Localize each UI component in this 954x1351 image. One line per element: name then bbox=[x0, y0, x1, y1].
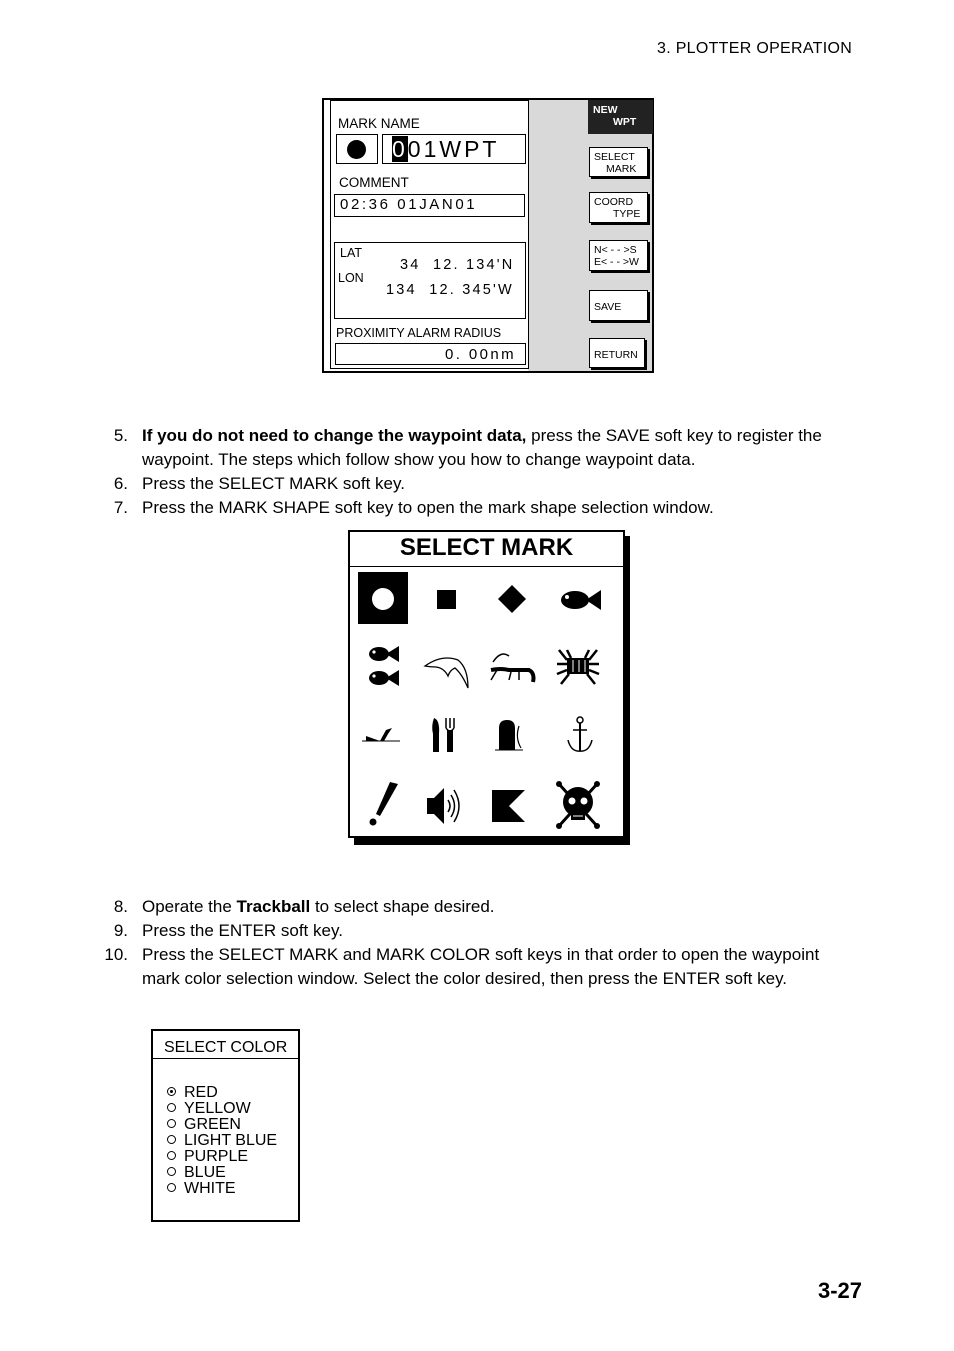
softkey-panel bbox=[528, 100, 652, 371]
softkey-line: E< - - >W bbox=[594, 256, 639, 268]
proximity-field[interactable]: 0. 00nm bbox=[335, 343, 526, 365]
lon-value[interactable]: 134 12. 345'W bbox=[386, 282, 514, 298]
dolphin-mark-icon[interactable] bbox=[422, 640, 472, 692]
flag-mark-icon[interactable] bbox=[487, 778, 537, 830]
select-color-title: SELECT COLOR bbox=[153, 1031, 298, 1059]
step-text: Operate the bbox=[142, 897, 237, 916]
fork-knife-mark-icon[interactable] bbox=[422, 708, 472, 760]
softkey-line: MARK bbox=[606, 163, 637, 175]
softkey-line: N< - - >S bbox=[594, 244, 637, 256]
softkey-return[interactable]: RETURN bbox=[589, 338, 645, 368]
square-mark-icon[interactable] bbox=[422, 572, 472, 624]
comment-field[interactable]: 02:36 01JAN01 bbox=[334, 194, 525, 217]
anchor-mark-icon[interactable] bbox=[553, 708, 603, 760]
page-number: 3-27 bbox=[818, 1278, 863, 1303]
step-text: Press the MARK SHAPE soft key to open the mark shape selection window. bbox=[142, 498, 714, 517]
softkey-direction[interactable] bbox=[589, 240, 648, 271]
step-bold-text: If you do not need to change the waypoint data, bbox=[142, 426, 527, 445]
lat-label: LAT bbox=[340, 246, 362, 260]
text-cursor: 0 bbox=[392, 136, 408, 162]
buoy-mark-icon[interactable] bbox=[487, 708, 537, 760]
radio-icon bbox=[167, 1103, 176, 1112]
two-fish-mark-icon[interactable] bbox=[358, 640, 408, 692]
color-label: GREEN bbox=[184, 1116, 241, 1133]
softkey-line: SELECT bbox=[594, 151, 635, 163]
softkey-line: TYPE bbox=[613, 208, 641, 220]
color-option-red[interactable] bbox=[167, 1085, 218, 1101]
color-label: YELLOW bbox=[184, 1100, 251, 1117]
radio-selected-icon bbox=[167, 1087, 176, 1096]
softkey-new-wpt[interactable] bbox=[588, 100, 653, 134]
radio-icon bbox=[167, 1167, 176, 1176]
comment-label: COMMENT bbox=[339, 175, 409, 190]
color-option-purple[interactable] bbox=[167, 1149, 248, 1165]
exclamation-mark-icon[interactable] bbox=[358, 778, 408, 830]
color-label: LIGHT BLUE bbox=[184, 1132, 278, 1149]
step-number: 9. bbox=[113, 921, 128, 940]
step-number: 7. bbox=[113, 498, 128, 517]
radio-icon bbox=[167, 1183, 176, 1192]
color-option-white[interactable] bbox=[167, 1181, 236, 1197]
fish-mark-icon[interactable] bbox=[553, 572, 603, 624]
section-header: 3. PLOTTER OPERATION bbox=[657, 40, 853, 57]
step-number: 8. bbox=[113, 897, 128, 916]
select-mark-title: SELECT MARK bbox=[350, 532, 623, 567]
mark-name-field[interactable] bbox=[382, 134, 526, 164]
color-option-light-blue[interactable] bbox=[167, 1133, 277, 1149]
softkey-line: COORD bbox=[594, 196, 634, 208]
step-bold-text: Trackball bbox=[236, 897, 311, 916]
softkey-line: NEW bbox=[593, 104, 618, 116]
step-5 bbox=[98, 424, 858, 469]
proximity-label: PROXIMITY ALARM RADIUS bbox=[336, 326, 502, 340]
mark-name-label: MARK NAME bbox=[338, 116, 420, 131]
color-label: RED bbox=[184, 1084, 218, 1101]
horn-mark-icon[interactable] bbox=[422, 778, 472, 830]
color-option-yellow[interactable] bbox=[167, 1101, 251, 1117]
skull-crossbones-mark-icon[interactable] bbox=[553, 778, 603, 830]
mark-name-value: 01WPT bbox=[407, 136, 500, 162]
step-text: press the SAVE soft key to register the waypoint. The steps which follow show you how to change waypoint data. bbox=[142, 426, 822, 469]
step-text: Press the SELECT MARK soft key. bbox=[142, 474, 405, 493]
softkey-coord-type[interactable] bbox=[589, 192, 648, 223]
color-label: PURPLE bbox=[184, 1148, 249, 1165]
radio-icon bbox=[167, 1135, 176, 1144]
color-label: BLUE bbox=[184, 1164, 226, 1181]
lat-value[interactable]: 34 12. 134'N bbox=[400, 257, 515, 273]
step-number: 5. bbox=[113, 426, 128, 445]
softkey-line: WPT bbox=[613, 116, 637, 128]
softkey-select-mark[interactable] bbox=[589, 147, 648, 177]
circle-mark-icon[interactable] bbox=[358, 572, 408, 624]
step-number: 6. bbox=[113, 474, 128, 493]
wreck-mark-icon[interactable] bbox=[358, 708, 408, 760]
color-label: WHITE bbox=[184, 1180, 236, 1197]
step-text: to select shape desired. bbox=[310, 897, 495, 916]
mark-shape-field[interactable] bbox=[336, 134, 378, 164]
step-number: 10. bbox=[104, 945, 128, 964]
step-text: Press the SELECT MARK and MARK COLOR soft keys in that order to open the waypoint mark color selection window. Select the color desired, then press the ENTER soft key. bbox=[142, 945, 820, 988]
circle-icon bbox=[347, 140, 366, 159]
radio-icon bbox=[167, 1119, 176, 1128]
diamond-mark-icon[interactable] bbox=[487, 572, 537, 624]
crab-mark-icon[interactable] bbox=[553, 640, 603, 692]
radio-icon bbox=[167, 1151, 176, 1160]
lon-label: LON bbox=[338, 271, 364, 285]
color-option-blue[interactable] bbox=[167, 1165, 226, 1181]
step-text: Press the ENTER soft key. bbox=[142, 921, 343, 940]
shrimp-mark-icon[interactable] bbox=[487, 640, 537, 692]
color-option-green[interactable] bbox=[167, 1117, 241, 1133]
softkey-save[interactable]: SAVE bbox=[589, 290, 648, 321]
